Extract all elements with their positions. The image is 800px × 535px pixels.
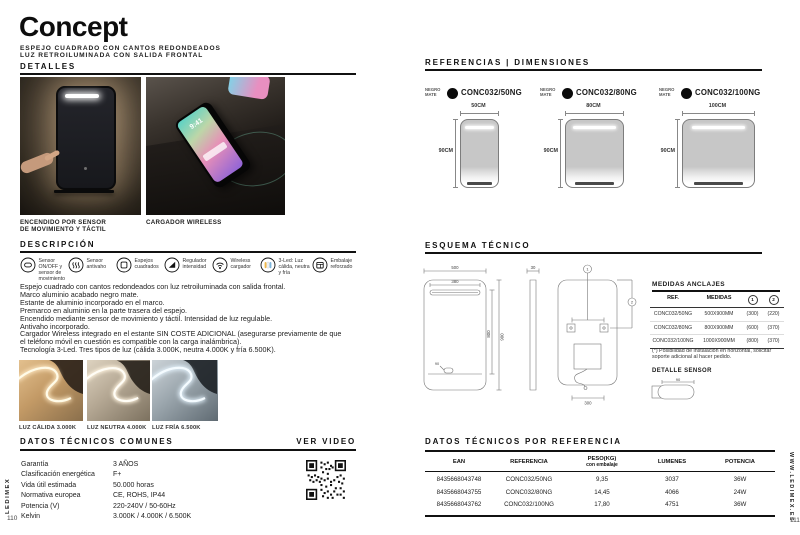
datos-referencia-table	[425, 450, 775, 517]
anclajes-cell: (370)	[763, 322, 784, 336]
feature-label: 3-Led: Luz cálida, neutra y fría	[278, 258, 310, 276]
dt-cell-lumenes: 3037	[665, 476, 679, 483]
square-mirror-icon	[116, 257, 132, 273]
anclajes-cell: 1000X900MM	[696, 335, 742, 349]
datos-referencia-heading: DATOS TÉCNICOS POR REFERENCIA	[425, 437, 622, 446]
height-dim-line	[453, 119, 458, 188]
light-caption-cool: LUZ FRÍA 6.500K	[152, 425, 201, 431]
circled-1: 1	[748, 295, 758, 305]
specs-table	[21, 460, 191, 522]
dt-header-ean: EAN	[452, 459, 466, 465]
page-subtitle-line2: LUZ RETROILUMINADA CON SALIDA FRONTAL	[20, 52, 204, 60]
datos-comunes-rule	[20, 449, 356, 451]
dim-height-outer: 900	[499, 333, 505, 341]
wireless-charger-icon	[212, 257, 228, 273]
anclajes-cell: 800X900MM	[696, 322, 742, 336]
spec-row	[21, 481, 191, 491]
anclajes-header-2	[763, 292, 784, 307]
anclajes-cell: (600)	[742, 322, 763, 336]
brand-vertical-left: LEDIMEX	[5, 477, 11, 514]
width-dim-line	[682, 111, 755, 116]
dt-cell-peso: 17,80	[594, 501, 610, 509]
ver-video-link[interactable]: VER VIDEO	[296, 437, 356, 446]
feature-label: Sensor antivaho	[86, 258, 107, 270]
spec-row	[21, 470, 191, 480]
site-vertical-right: WWW.LEDIMEX.ES	[788, 452, 794, 523]
dt-header-peso-sub: con embalaje	[586, 462, 618, 468]
mirror-diagram-100	[682, 119, 755, 188]
finish-swatch-dot	[447, 88, 458, 99]
light-swatch-warm	[19, 360, 83, 421]
qr-code	[306, 460, 346, 500]
esquema-heading: ESQUEMA TÉCNICO	[425, 241, 531, 250]
page-number-right: 111	[790, 517, 800, 524]
feature-label: Wireless cargador	[230, 258, 251, 270]
page-number-left: 110	[7, 515, 18, 522]
finish-line1: NEGRO	[425, 87, 441, 92]
description-line: Antivaho incorporado.	[20, 321, 90, 331]
light-caption-warm: LUZ CÁLIDA 3.000K	[19, 425, 77, 431]
feature-label: Embalaje reforzado	[330, 258, 353, 270]
spec-label: Kelvin	[21, 513, 41, 521]
description-line: Premarco en aluminio en la parte trasera del espejo.	[20, 305, 188, 315]
dt-cell-ref: CONC032/100NG	[504, 501, 554, 509]
dt-cell-lumenes: 4751	[665, 501, 679, 509]
detalle-sensor-title: DETALLE SENSOR	[652, 368, 712, 374]
photo1-caption-line2: DE MOVIMIENTO Y TÁCTIL	[20, 226, 107, 234]
mirror-shelf-edge	[467, 182, 492, 185]
anclajes-cell: (800)	[742, 335, 763, 349]
spec-value: F+	[113, 471, 122, 479]
descripcion-heading: DESCRIPCIÓN	[20, 240, 96, 249]
anclajes-note	[652, 348, 784, 361]
dt-header-lumenes: LUMENES	[657, 459, 687, 465]
finish-label	[540, 88, 555, 98]
phone-notification	[202, 141, 227, 161]
dt-cell-potencia: 36W	[733, 476, 747, 483]
mirror-light-strip	[692, 126, 746, 129]
spec-row	[21, 502, 191, 512]
dt-cell-ref: CONC032/50NG	[505, 476, 553, 483]
referencias-rule	[425, 69, 762, 71]
page-title: Concept	[19, 11, 128, 42]
dt-cell-potencia: 24W	[733, 488, 747, 496]
feature-icons-row	[20, 257, 360, 283]
dim-light-width: 380	[451, 279, 459, 284]
width-dim-label-80: 80CM	[586, 103, 601, 109]
description-line: Encendido mediante sensor de movimiento y táctil. Intensidad de luz regulable.	[20, 313, 273, 323]
note-line1: (*) Posibilidad de instalación en horizontal, solicitar	[652, 348, 772, 354]
feature-anti-fog	[68, 257, 116, 283]
anclajes-cell: (220)	[763, 307, 784, 322]
spec-label: Normativa europea	[21, 492, 81, 500]
height-dim-line	[558, 119, 563, 188]
detalles-heading: DETALLES	[20, 62, 77, 71]
referencias-heading: REFERENCIAS | DIMENSIONES	[425, 58, 591, 67]
second-phone-sliver	[227, 77, 270, 100]
description-line: Espejo cuadrado con cantos redondeados con luz retroiluminada con salida frontal.	[20, 282, 286, 291]
anchor-callout-2: 2	[630, 299, 634, 305]
anclajes-cell: CONC032/80NG	[650, 322, 696, 336]
detalles-rule	[20, 73, 356, 75]
spec-label: Vida útil estimada	[21, 481, 77, 489]
anti-fog-icon	[68, 257, 84, 273]
photo-wireless-charger	[146, 77, 285, 215]
anclajes-table	[650, 292, 784, 349]
dim-sensor-offset: 90	[434, 362, 440, 366]
spec-value: 3.000K / 4.000K / 6.500K	[113, 513, 192, 521]
page-subtitle-line1: ESPEJO CUADRADO CON CANTOS REDONDEADOS	[20, 45, 221, 52]
technical-drawing	[420, 262, 645, 407]
feature-square-mirrors	[116, 257, 164, 283]
finish-swatch-dot	[562, 88, 573, 99]
shelf-in-photo	[54, 190, 114, 193]
height-dim-label: 90CM	[660, 148, 675, 154]
spec-value: 220-240V / 50-60Hz	[113, 502, 176, 510]
mirror-light-strip	[465, 126, 493, 129]
finish-swatch-dot	[681, 88, 692, 99]
anclajes-header-1	[742, 292, 763, 307]
anclajes-cell: 500X900MM	[696, 307, 742, 322]
anchor-callout-1: 1	[586, 266, 589, 272]
sensor-dim-label: 90	[675, 377, 681, 382]
finish-line2: MATE	[425, 91, 437, 97]
finish-line2: MATE	[659, 91, 671, 97]
led-wave-cool	[152, 360, 218, 421]
description-line: el teléfono móvil en cuestión es compatible con la carga inalámbrica).	[20, 337, 242, 347]
spec-label: Potencia (V)	[21, 502, 60, 510]
height-dim-label: 90CM	[543, 148, 558, 154]
light-swatch-neutral	[87, 360, 150, 421]
dt-cell-ean: 8435668043762	[436, 501, 482, 509]
mirror-in-photo	[56, 86, 116, 190]
mirror-diagram-80	[565, 119, 624, 188]
feature-label: Sensor ON/OFF y sensor de movimiento	[38, 258, 66, 282]
finish-label	[425, 88, 440, 98]
spec-value: 3 AÑOS	[113, 461, 139, 468]
led-wave-warm	[19, 360, 83, 421]
dim-shelf-width: 300	[584, 400, 592, 406]
dimmer-icon	[164, 257, 180, 273]
spec-value: CE, ROHS, IP44	[113, 492, 166, 500]
anclajes-header-ref: REF.	[667, 295, 679, 301]
feature-wireless	[212, 257, 260, 283]
feature-dimmer	[164, 257, 212, 283]
descripcion-rule	[20, 251, 356, 253]
height-dim-line	[675, 119, 680, 188]
width-dim-line	[565, 111, 624, 116]
anclajes-cell: (300)	[742, 307, 763, 322]
three-led-icon	[260, 257, 276, 273]
dim-front-width: 500	[451, 265, 459, 270]
sensor-dot	[84, 167, 87, 170]
finish-label	[659, 88, 674, 98]
description-line: Estante de aluminio incorporado en el marco.	[20, 297, 165, 307]
mirror-shelf-edge	[575, 182, 614, 185]
spec-row	[21, 460, 191, 470]
feature-three-led	[260, 257, 312, 283]
dt-header-peso	[565, 456, 639, 468]
spec-label: Clasificación energética	[21, 471, 95, 479]
spec-row	[21, 491, 191, 501]
spec-row	[21, 512, 191, 522]
finish-line1: NEGRO	[540, 87, 556, 92]
dt-cell-peso: 14,45	[594, 488, 610, 496]
mirror-front-light	[65, 94, 99, 98]
width-dim-line	[460, 111, 499, 116]
photo1-caption-line1: ENCENDIDO POR SENSOR	[20, 219, 107, 226]
finish-line2: MATE	[540, 91, 552, 97]
dt-cell-potencia: 36W	[733, 501, 747, 509]
mirror-diagram-50	[460, 119, 499, 188]
description-line: Marco aluminio acabado negro mate.	[20, 289, 139, 299]
reference-code-1: CONC032/50NG	[461, 88, 522, 97]
width-dim-label-50: 50CM	[471, 103, 486, 109]
feature-packaging	[312, 257, 360, 283]
esquema-rule	[425, 252, 762, 254]
circled-2: 2	[769, 295, 779, 305]
note-line2: soporte adicional al hacer pedido.	[652, 354, 732, 361]
feature-label: Espejos cuadrados	[134, 258, 159, 270]
datos-comunes-heading: DATOS TÉCNICOS COMUNES	[20, 437, 174, 446]
anclajes-cell: CONC032/50NG	[650, 307, 696, 322]
phone-time: 9:41	[188, 117, 205, 131]
height-dim-label: 90CM	[438, 148, 453, 154]
mirror-light-strip	[573, 126, 616, 129]
spec-value: 50.000 horas	[113, 481, 154, 489]
width-dim-label-100: 100CM	[708, 103, 727, 109]
anclajes-title: MEDIDAS ANCLAJES	[652, 281, 725, 288]
feature-label: Regulador intensidad	[182, 258, 207, 270]
dt-cell-peso: 9,35	[595, 476, 609, 483]
dt-header-referencia: REFERENCIA	[510, 459, 548, 465]
dt-cell-ean: 8435668043748	[436, 476, 482, 483]
reference-code-3: CONC032/100NG	[695, 88, 761, 97]
anclajes-cell: CONC032/100NG	[650, 335, 696, 349]
dim-height-inner: 800	[486, 330, 491, 338]
light-swatch-cool	[152, 360, 218, 421]
mirror-shelf-edge	[694, 182, 742, 185]
dt-header-peso-main: PESO(KG)	[587, 456, 617, 462]
led-wave-neutral	[87, 360, 150, 421]
description-line: Cargador Wireless integrado en el estante SIN COSTE ADICIONAL (asegurarse previamente de que	[20, 329, 342, 339]
anclajes-cell: (370)	[763, 335, 784, 349]
dt-header-potencia: POTENCIA	[725, 459, 755, 465]
description-line: Tecnología 3-Led. Tres tipos de luz (cálida 3.000K, neutra 4.000K y fría 6.500K).	[20, 345, 276, 355]
photo-mirror-sensor	[20, 77, 141, 215]
dt-cell-lumenes: 4066	[665, 488, 679, 496]
sensor-detail-drawing	[648, 377, 700, 403]
photo2-caption: CARGADOR WIRELESS	[146, 219, 222, 226]
dt-cell-ref: CONC032/80NG	[505, 488, 553, 496]
dt-cell-ean: 8435668043755	[436, 488, 482, 496]
feature-motion-sensor	[20, 257, 68, 283]
light-caption-neutral: LUZ NEUTRA 4.000K	[87, 425, 147, 431]
dim-side-depth: 30	[530, 265, 536, 270]
spec-label: Garantía	[21, 461, 49, 468]
motion-sensor-icon	[20, 257, 36, 273]
finish-line1: NEGRO	[659, 87, 675, 92]
reference-code-2: CONC032/80NG	[576, 88, 637, 97]
description-paragraph	[20, 283, 341, 354]
reinforced-packaging-icon	[312, 257, 328, 273]
anclajes-header-medidas: MEDIDAS	[706, 295, 732, 301]
